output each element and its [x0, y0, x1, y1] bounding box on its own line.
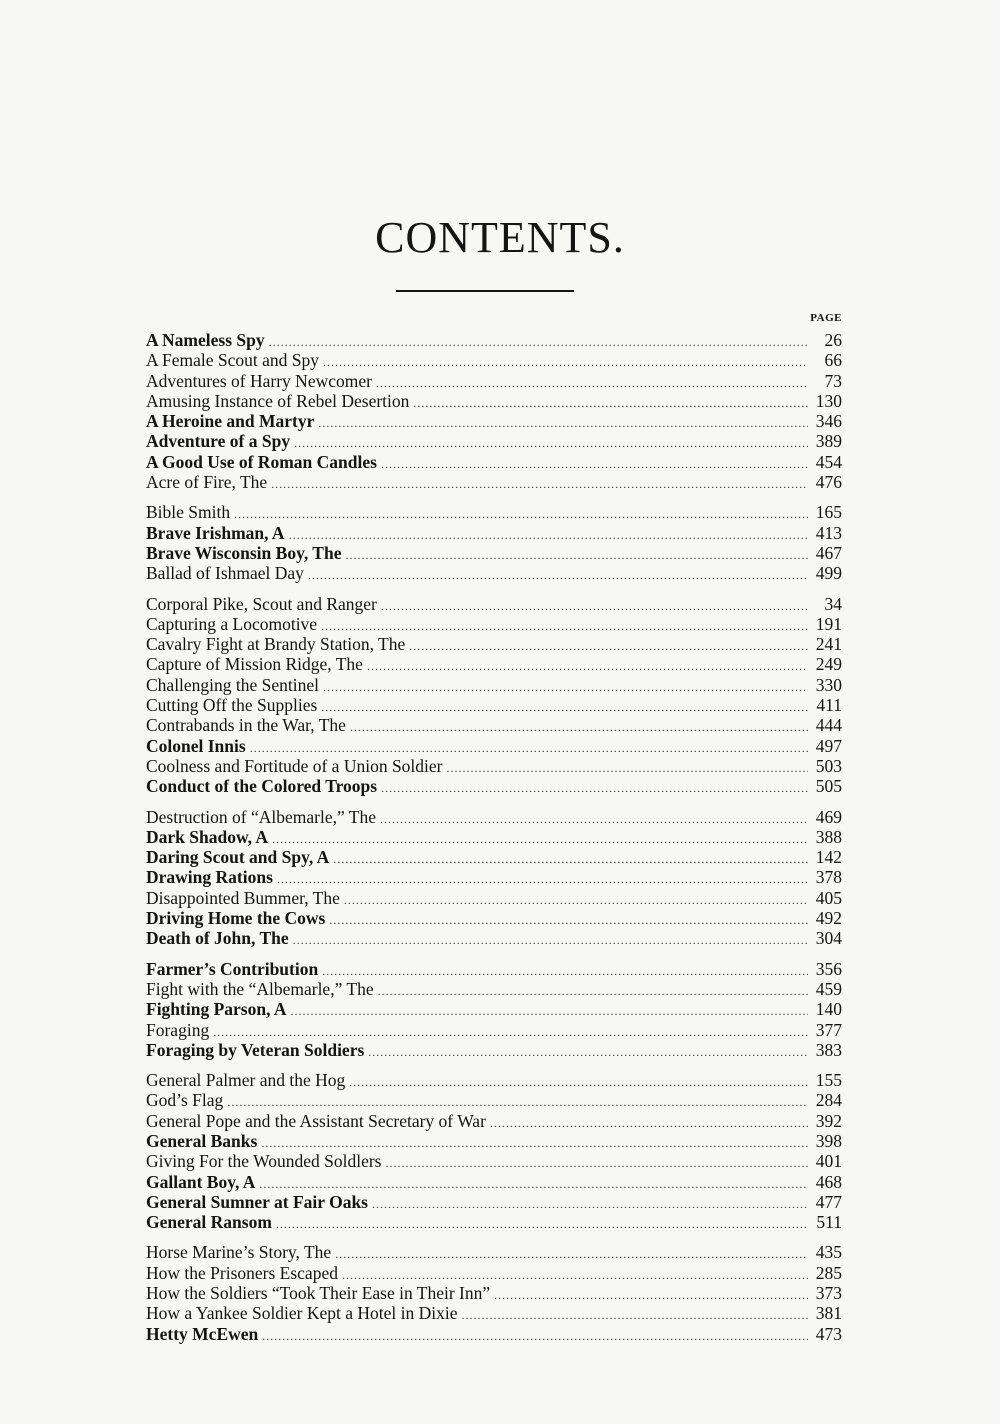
toc-entry-title: Foraging — [146, 1019, 210, 1040]
toc-entry-title: Challenging the Sentinel — [146, 674, 320, 695]
toc-group — [146, 1070, 842, 1232]
toc-entry-page-number: 304 — [815, 928, 842, 949]
dot-leader — [333, 849, 808, 867]
toc-entry-page-number: 330 — [815, 674, 842, 695]
toc-entry-page-number: 497 — [815, 735, 842, 756]
dot-leader — [350, 717, 808, 735]
toc-entry-page-number: 392 — [815, 1110, 842, 1131]
dot-leader — [277, 869, 808, 887]
toc-entry-title: General Palmer and the Hog — [146, 1070, 346, 1091]
toc-entry — [146, 1283, 842, 1303]
toc-entry-title: Daring Scout and Spy, A — [146, 847, 330, 868]
toc-entry-title: Fighting Parson, A — [146, 999, 287, 1020]
toc-entry — [146, 1263, 842, 1283]
dot-leader — [381, 778, 808, 796]
dot-leader — [380, 809, 808, 827]
toc-entry — [146, 1040, 842, 1060]
toc-entry-page-number: 511 — [816, 1212, 842, 1233]
toc-entry-title: General Pope and the Assistant Secretary of War — [146, 1110, 486, 1131]
toc-entry — [146, 715, 842, 735]
dot-leader — [413, 393, 808, 411]
toc-entry — [146, 867, 842, 887]
toc-entry-page-number: 377 — [815, 1019, 842, 1040]
dot-leader — [345, 545, 808, 563]
toc-entry-title: Giving For the Wounded Soldlers — [146, 1151, 382, 1172]
toc-entry-page-number: 411 — [816, 695, 842, 716]
toc-entry-page-number: 435 — [815, 1242, 842, 1263]
toc-group — [146, 959, 842, 1060]
toc-entry — [146, 1070, 842, 1090]
toc-entry — [146, 634, 842, 654]
toc-entry — [146, 1192, 842, 1212]
dot-leader — [349, 1072, 808, 1090]
dot-leader — [329, 910, 808, 928]
toc-entry-title: Adventures of Harry Newcomer — [146, 370, 372, 391]
toc-entry-page-number: 459 — [815, 978, 842, 999]
toc-entry — [146, 563, 842, 583]
toc-entry-title: Fight with the “Albemarle,” The — [146, 978, 374, 999]
dot-leader — [322, 961, 808, 979]
toc-entry-title: Drawing Rations — [146, 867, 273, 888]
toc-entry-title: Brave Wisconsin Boy, The — [146, 542, 342, 563]
dot-leader — [447, 758, 808, 776]
toc-entry-title: Driving Home the Cows — [146, 908, 326, 929]
toc-entry-title: Coolness and Fortitude of a Union Soldier — [146, 755, 443, 776]
toc-entry-page-number: 191 — [815, 613, 842, 634]
title-rule — [396, 290, 574, 292]
toc-entry — [146, 350, 842, 370]
dot-leader — [259, 1174, 808, 1192]
toc-entry — [146, 999, 842, 1019]
toc-entry-title: How the Prisoners Escaped — [146, 1262, 338, 1283]
toc-entry-title: A Female Scout and Spy — [146, 350, 320, 371]
toc-entry-page-number: 142 — [815, 847, 842, 868]
page-column-header: PAGE — [810, 312, 842, 324]
toc-entry-page-number: 477 — [815, 1191, 842, 1212]
toc-entry-page-number: 26 — [824, 330, 842, 350]
toc-entry-title: Dark Shadow, A — [146, 826, 269, 847]
toc-entry — [146, 472, 842, 492]
toc-entry-page-number: 73 — [824, 370, 842, 391]
toc-entry — [146, 756, 842, 776]
toc-entry — [146, 1303, 842, 1323]
toc-entry-title: Disappointed Bummer, The — [146, 887, 340, 908]
dot-leader — [381, 454, 808, 472]
toc-entry-title: God’s Flag — [146, 1090, 224, 1111]
dot-leader — [291, 1001, 808, 1019]
toc-entry-page-number: 140 — [815, 999, 842, 1020]
toc-entry — [146, 452, 842, 472]
dot-leader — [213, 1022, 808, 1040]
toc-entry-title: How a Yankee Soldier Kept a Hotel in Dixie — [146, 1303, 458, 1324]
toc-entry — [146, 908, 842, 928]
dot-leader — [335, 1244, 808, 1262]
toc-entry — [146, 959, 842, 979]
toc-entry — [146, 543, 842, 563]
dot-leader — [308, 565, 808, 583]
toc-entry — [146, 614, 842, 634]
dot-leader — [323, 352, 808, 370]
toc-entry-page-number: 398 — [815, 1130, 842, 1151]
toc-entry — [146, 371, 842, 391]
toc-entry — [146, 1151, 842, 1171]
toc-entry-page-number: 499 — [815, 563, 842, 584]
toc-group — [146, 330, 842, 492]
toc-entry-page-number: 285 — [815, 1262, 842, 1283]
dot-leader — [378, 981, 808, 999]
toc-entry — [146, 776, 842, 796]
toc-entry — [146, 888, 842, 908]
toc-entry-page-number: 155 — [815, 1070, 842, 1091]
toc-entry — [146, 1212, 842, 1232]
toc-entry-page-number: 130 — [815, 390, 842, 411]
dot-leader — [376, 373, 808, 391]
dot-leader — [289, 525, 808, 543]
toc-entry — [146, 523, 842, 543]
toc-entry — [146, 1020, 842, 1040]
toc-entry-title: How the Soldiers “Took Their Ease in Their Inn” — [146, 1283, 491, 1304]
toc-entry — [146, 1242, 842, 1262]
dot-leader — [318, 413, 808, 431]
dot-leader — [490, 1113, 808, 1131]
toc-entry-title: Ballad of Ishmael Day — [146, 563, 304, 584]
toc-entry-title: Conduct of the Colored Troops — [146, 776, 378, 797]
toc-entry-page-number: 401 — [815, 1151, 842, 1172]
toc-entry — [146, 847, 842, 867]
page-title: CONTENTS. — [375, 213, 625, 262]
toc-entry — [146, 330, 842, 350]
dot-leader — [262, 1326, 808, 1344]
toc-entry-page-number: 165 — [815, 502, 842, 523]
dot-leader — [344, 890, 808, 908]
toc-entry-title: Adventure of a Spy — [146, 431, 291, 452]
table-of-contents — [146, 330, 842, 1354]
toc-entry — [146, 1090, 842, 1110]
dot-leader — [227, 1092, 808, 1110]
toc-entry-title: Colonel Innis — [146, 735, 246, 756]
toc-entry-title: Contrabands in the War, The — [146, 715, 346, 736]
toc-entry — [146, 431, 842, 451]
toc-entry-title: Corporal Pike, Scout and Ranger — [146, 593, 377, 614]
toc-entry-page-number: 241 — [815, 634, 842, 655]
toc-entry-title: A Good Use of Roman Candles — [146, 451, 377, 472]
toc-entry-page-number: 405 — [815, 887, 842, 908]
dot-leader — [342, 1265, 808, 1283]
toc-entry-page-number: 249 — [815, 654, 842, 675]
toc-entry-title: Destruction of “Albemarle,” The — [146, 806, 377, 827]
toc-entry-title: Hetty McEwen — [146, 1323, 259, 1344]
toc-entry — [146, 502, 842, 522]
toc-entry-page-number: 476 — [815, 472, 842, 493]
toc-entry-page-number: 505 — [815, 776, 842, 797]
toc-entry-page-number: 346 — [815, 411, 842, 432]
toc-entry-page-number: 503 — [815, 755, 842, 776]
toc-entry-title: A Heroine and Martyr — [146, 411, 315, 432]
dot-leader — [494, 1285, 808, 1303]
toc-entry-title: Brave Irishman, A — [146, 522, 285, 543]
toc-entry-page-number: 383 — [815, 1039, 842, 1060]
toc-entry-page-number: 389 — [815, 431, 842, 452]
dot-leader — [294, 433, 808, 451]
dot-leader — [271, 474, 808, 492]
toc-entry-page-number: 378 — [815, 867, 842, 888]
toc-entry — [146, 979, 842, 999]
toc-entry-title: Bible Smith — [146, 502, 231, 523]
dot-leader — [409, 636, 808, 654]
toc-entry-page-number: 388 — [815, 826, 842, 847]
dot-leader — [368, 1042, 808, 1060]
toc-entry — [146, 695, 842, 715]
dot-leader — [372, 1194, 808, 1212]
toc-entry — [146, 736, 842, 756]
toc-entry-page-number: 284 — [815, 1090, 842, 1111]
dot-leader — [385, 1153, 808, 1171]
toc-entry — [146, 1131, 842, 1151]
toc-entry — [146, 1111, 842, 1131]
toc-entry-title: Death of John, The — [146, 928, 289, 949]
dot-leader — [367, 656, 808, 674]
dot-leader — [321, 616, 808, 634]
toc-group — [146, 807, 842, 949]
toc-entry-title: Capture of Mission Ridge, The — [146, 654, 363, 675]
toc-entry-page-number: 373 — [815, 1283, 842, 1304]
toc-entry-page-number: 473 — [815, 1323, 842, 1344]
dot-leader — [250, 738, 808, 756]
toc-entry-page-number: 381 — [815, 1303, 842, 1324]
toc-entry-page-number: 468 — [815, 1171, 842, 1192]
dot-leader — [276, 1214, 808, 1232]
toc-entry-title: General Banks — [146, 1130, 258, 1151]
toc-entry — [146, 928, 842, 948]
toc-entry-title: Foraging by Veteran Soldiers — [146, 1039, 365, 1060]
toc-entry-title: Farmer’s Contribution — [146, 958, 319, 979]
toc-group — [146, 1242, 842, 1343]
toc-entry-page-number: 492 — [815, 908, 842, 929]
dot-leader — [293, 930, 808, 948]
dot-leader — [234, 504, 808, 522]
dot-leader — [269, 332, 808, 350]
toc-entry-title: Cutting Off the Supplies — [146, 695, 318, 716]
dot-leader — [381, 596, 808, 614]
toc-entry-title: A Nameless Spy — [146, 330, 265, 350]
dot-leader — [272, 829, 808, 847]
toc-entry-title: Acre of Fire, The — [146, 472, 268, 493]
toc-entry-title: General Sumner at Fair Oaks — [146, 1191, 368, 1212]
toc-entry-page-number: 356 — [815, 958, 842, 979]
toc-entry-page-number: 34 — [824, 593, 842, 614]
dot-leader — [323, 677, 808, 695]
toc-entry-page-number: 66 — [824, 350, 842, 371]
toc-entry — [146, 654, 842, 674]
toc-entry — [146, 827, 842, 847]
toc-group — [146, 502, 842, 583]
toc-entry — [146, 807, 842, 827]
dot-leader — [321, 697, 808, 715]
toc-entry — [146, 411, 842, 431]
toc-entry-page-number: 469 — [815, 806, 842, 827]
toc-entry — [146, 391, 842, 411]
toc-entry — [146, 675, 842, 695]
toc-group — [146, 594, 842, 797]
toc-entry-page-number: 413 — [815, 522, 842, 543]
toc-entry — [146, 1172, 842, 1192]
toc-entry-title: Capturing a Locomotive — [146, 613, 318, 634]
dot-leader — [462, 1305, 808, 1323]
toc-entry-title: Gallant Boy, A — [146, 1171, 256, 1192]
toc-entry-title: General Ransom — [146, 1212, 272, 1233]
toc-entry-page-number: 467 — [815, 542, 842, 563]
toc-entry-page-number: 454 — [815, 451, 842, 472]
toc-entry-page-number: 444 — [815, 715, 842, 736]
toc-entry — [146, 594, 842, 614]
toc-entry — [146, 1324, 842, 1344]
toc-entry-title: Horse Marine’s Story, The — [146, 1242, 332, 1263]
toc-entry-title: Cavalry Fight at Brandy Station, The — [146, 634, 406, 655]
dot-leader — [261, 1133, 808, 1151]
toc-entry-title: Amusing Instance of Rebel Desertion — [146, 390, 410, 411]
